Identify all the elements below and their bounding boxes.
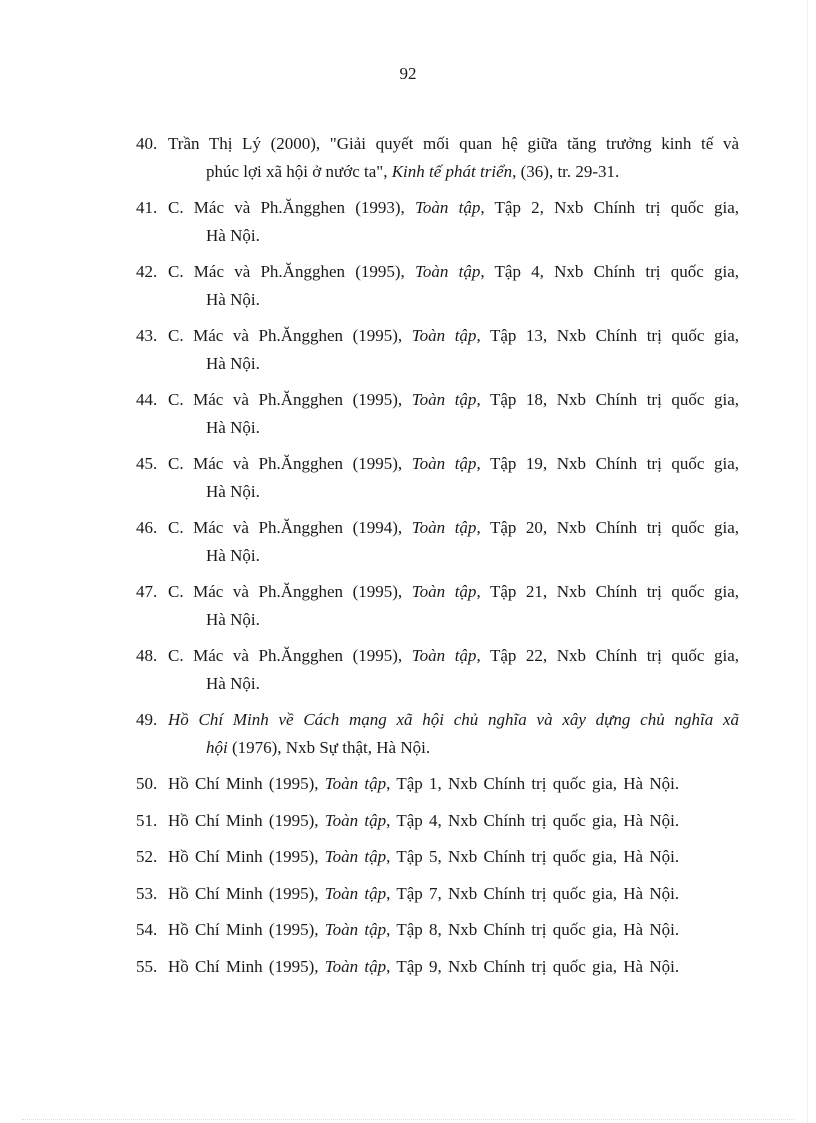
reference-place: Hà Nội.: [206, 290, 260, 309]
reference-author: C. Mác và Ph.Ăngghen (1995),: [168, 326, 412, 345]
page-bottom-border: [22, 1119, 794, 1120]
reference-line: [168, 642, 739, 670]
reference-title: Toàn tập: [411, 454, 477, 473]
reference-title: hội: [206, 738, 228, 757]
reference-text-continued: [168, 158, 739, 186]
reference-line: [168, 953, 739, 981]
reference-author: Hồ Chí Minh (1995),: [168, 920, 325, 939]
reference-publisher: , Tập 2, Nxb Chính trị quốc gia,: [480, 198, 739, 217]
reference-author: Hồ Chí Minh (1995),: [168, 883, 325, 903]
reference-item: [136, 514, 739, 570]
reference-number: 45.: [136, 454, 158, 473]
reference-title: Toàn tập: [324, 810, 387, 830]
reference-author: C. Mác và Ph.Ăngghen (1995),: [168, 582, 412, 601]
reference-text-continued: [168, 734, 739, 762]
reference-publisher: , Tập 21, Nxb Chính trị quốc gia,: [476, 582, 739, 601]
reference-number: 54.: [136, 920, 158, 939]
reference-title: Toàn tập: [411, 326, 477, 345]
reference-author: Hồ Chí Minh (1995),: [168, 774, 325, 793]
reference-title: Toàn tập: [324, 774, 387, 793]
reference-place: Hà Nội.: [206, 226, 260, 245]
reference-publisher: , Tập 22, Nxb Chính trị quốc gia,: [476, 646, 739, 665]
reference-line: [168, 770, 739, 798]
reference-place: Hà Nội.: [206, 546, 260, 565]
reference-list: [136, 130, 739, 989]
reference-text: phúc lợi xã hội ở nước ta",: [206, 162, 392, 181]
reference-number: 43.: [136, 326, 158, 345]
reference-title: Toàn tập: [324, 883, 387, 903]
reference-number: 55.: [136, 956, 158, 976]
reference-line: [168, 578, 739, 606]
reference-author: C. Mác và Ph.Ăngghen (1995),: [168, 390, 412, 409]
reference-title: Toàn tập: [415, 198, 481, 217]
reference-title: Toàn tập: [415, 262, 481, 281]
page-number: 92: [399, 64, 417, 83]
reference-number: 47.: [136, 582, 158, 601]
reference-item: [136, 916, 739, 944]
reference-line: [168, 916, 739, 944]
reference-publisher: , Tập 8, Nxb Chính trị quốc gia, Hà Nội.: [386, 920, 680, 939]
reference-line: [168, 514, 739, 542]
reference-title: Toàn tập: [324, 847, 387, 866]
reference-publisher: , Tập 5, Nxb Chính trị quốc gia, Hà Nội.: [386, 847, 680, 866]
reference-author: Hồ Chí Minh (1995),: [168, 847, 325, 866]
reference-number: 52.: [136, 847, 158, 866]
page-side-border: [807, 0, 808, 1123]
reference-number: 50.: [136, 774, 158, 793]
reference-line: [168, 880, 739, 908]
reference-place: Hà Nội.: [206, 354, 260, 373]
reference-item: [136, 322, 739, 378]
reference-number: 41.: [136, 198, 158, 217]
reference-item: [136, 642, 739, 698]
reference-text: Trần Thị Lý (2000), "Giải quyết mối quan hệ giữa tăng trưởng kinh tế và: [168, 134, 739, 153]
reference-author: C. Mác và Ph.Ăngghen (1995),: [168, 454, 412, 473]
reference-publisher: , Tập 13, Nxb Chính trị quốc gia,: [476, 326, 739, 345]
reference-publisher: , Tập 1, Nxb Chính trị quốc gia, Hà Nội.: [386, 774, 680, 793]
reference-place: Hà Nội.: [206, 610, 260, 629]
reference-item: [136, 578, 739, 634]
reference-author: C. Mác và Ph.Ăngghen (1995),: [168, 262, 416, 281]
reference-publisher: (1976), Nxb Sự thật, Hà Nội.: [227, 738, 431, 757]
reference-line: [168, 843, 739, 871]
reference-line: [168, 258, 739, 286]
reference-number: 51.: [136, 810, 158, 830]
reference-place: Hà Nội.: [206, 482, 260, 501]
reference-item: [136, 843, 739, 871]
reference-publisher: , Tập 20, Nxb Chính trị quốc gia,: [476, 518, 739, 537]
reference-number: 49.: [136, 710, 158, 729]
reference-line: [168, 322, 739, 350]
reference-title: Toàn tập: [324, 956, 387, 976]
reference-item: [136, 194, 739, 250]
reference-text: , (36), tr. 29-31.: [512, 162, 620, 181]
reference-publisher: , Tập 18, Nxb Chính trị quốc gia,: [476, 390, 739, 409]
reference-number: 42.: [136, 262, 158, 281]
reference-number: 53.: [136, 883, 158, 903]
reference-title: Toàn tập: [324, 920, 387, 939]
reference-author: C. Mác và Ph.Ăngghen (1995),: [168, 646, 412, 665]
reference-publisher: , Tập 9, Nxb Chính trị quốc gia, Hà Nội.: [386, 956, 680, 976]
reference-author: C. Mác và Ph.Ăngghen (1993),: [168, 198, 416, 217]
reference-journal: Kinh tế phát triển: [391, 162, 513, 181]
reference-number: 44.: [136, 390, 158, 409]
reference-title: Toàn tập: [411, 646, 477, 665]
reference-item: [136, 386, 739, 442]
reference-line: [168, 807, 739, 835]
reference-item: [136, 770, 739, 798]
reference-line: [168, 450, 739, 478]
reference-item: [136, 953, 739, 981]
reference-item: [136, 450, 739, 506]
reference-title: Toàn tập: [411, 390, 477, 409]
reference-line: [168, 386, 739, 414]
reference-place: Hà Nội.: [206, 418, 260, 437]
reference-publisher: , Tập 4, Nxb Chính trị quốc gia,: [480, 262, 739, 281]
reference-title: Toàn tập: [411, 582, 477, 601]
reference-item: [136, 706, 739, 762]
reference-number: 40.: [136, 134, 158, 153]
reference-item: [136, 807, 739, 835]
reference-title: Toàn tập: [411, 518, 477, 537]
reference-item: [136, 258, 739, 314]
reference-item: [136, 130, 739, 186]
reference-publisher: , Tập 19, Nxb Chính trị quốc gia,: [476, 454, 739, 473]
reference-publisher: , Tập 4, Nxb Chính trị quốc gia, Hà Nội.: [386, 810, 680, 830]
reference-title: Hồ Chí Minh về Cách mạng xã hội chủ nghĩa và xây dựng chủ nghĩa xã: [168, 710, 739, 729]
reference-author: Hồ Chí Minh (1995),: [168, 956, 325, 976]
reference-line: [168, 194, 739, 222]
reference-publisher: , Tập 7, Nxb Chính trị quốc gia, Hà Nội.: [386, 883, 680, 903]
reference-number: 46.: [136, 518, 158, 537]
reference-author: C. Mác và Ph.Ăngghen (1994),: [168, 518, 412, 537]
reference-item: [136, 880, 739, 908]
reference-place: Hà Nội.: [206, 674, 260, 693]
reference-author: Hồ Chí Minh (1995),: [168, 810, 325, 830]
reference-number: 48.: [136, 646, 158, 665]
